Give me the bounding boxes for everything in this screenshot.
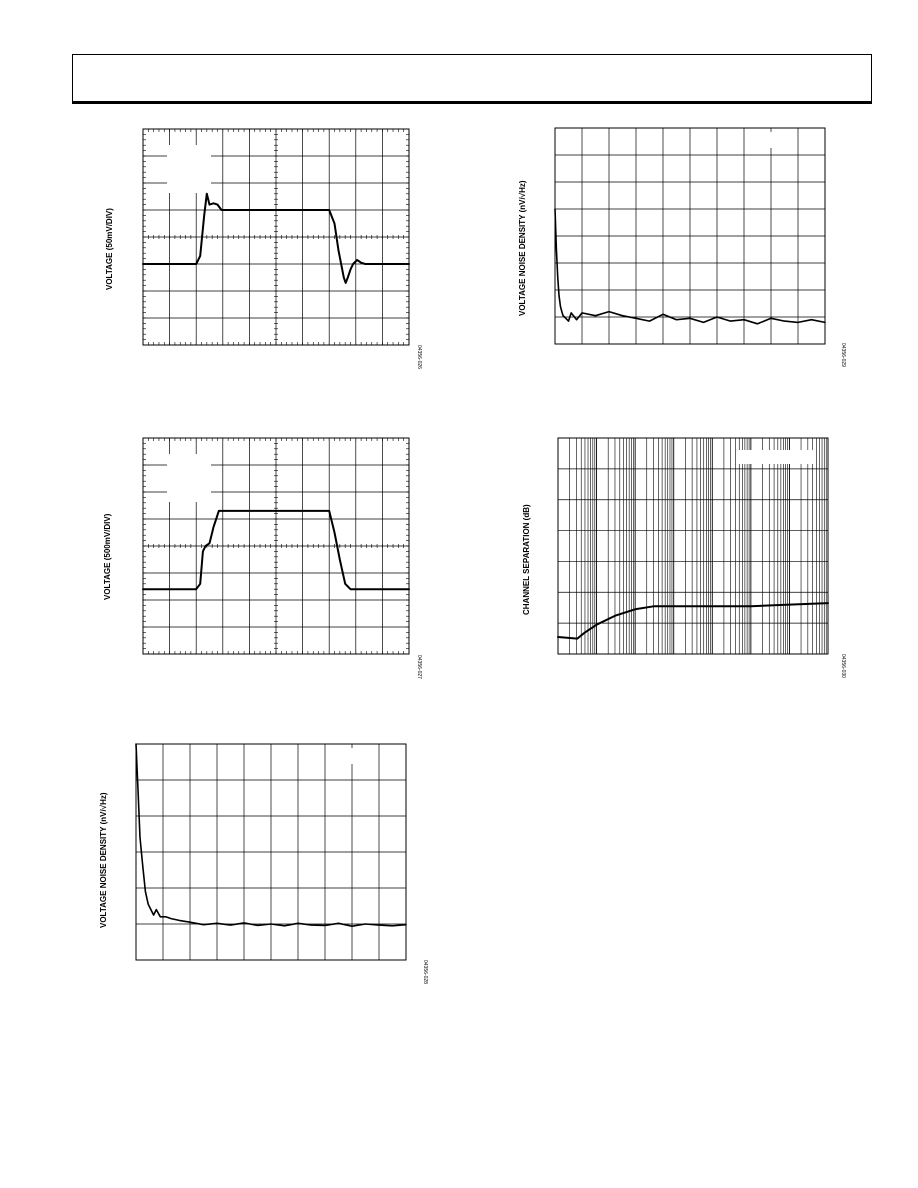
chart3-figure-id: 04356-028 [422,960,428,984]
chart2-figure-id: 04356-027 [416,655,422,679]
chart1-ylabel: VOLTAGE (50mV/DIV) [105,208,114,290]
chart3-ylabel: VOLTAGE NOISE DENSITY (nV/√Hz) [99,792,108,928]
chart-voltage-50mv [143,129,409,345]
chart5-figure-id: 04356-030 [840,654,846,678]
chart4-figure-id: 04356-029 [840,343,846,367]
chart-voltage-noise-density-1 [136,744,406,960]
chart4-ylabel: VOLTAGE NOISE DENSITY (nV/√Hz) [518,180,527,316]
page-header-rule [72,101,872,104]
chart2-ylabel: VOLTAGE (500mV/DIV) [103,513,112,600]
chart-channel-separation [558,438,828,654]
blank-label-box [167,145,211,193]
chart5-ylabel: CHANNEL SEPARATION (dB) [522,504,531,615]
blank-label-box [769,132,797,148]
page-header-box [72,54,872,102]
blank-label-box [350,748,378,764]
chart-voltage-500mv [143,438,409,654]
blank-label-box [167,454,211,502]
chart1-figure-id: 04356-026 [416,345,422,369]
blank-label-box [738,450,814,464]
chart-voltage-noise-density-2 [555,128,825,344]
